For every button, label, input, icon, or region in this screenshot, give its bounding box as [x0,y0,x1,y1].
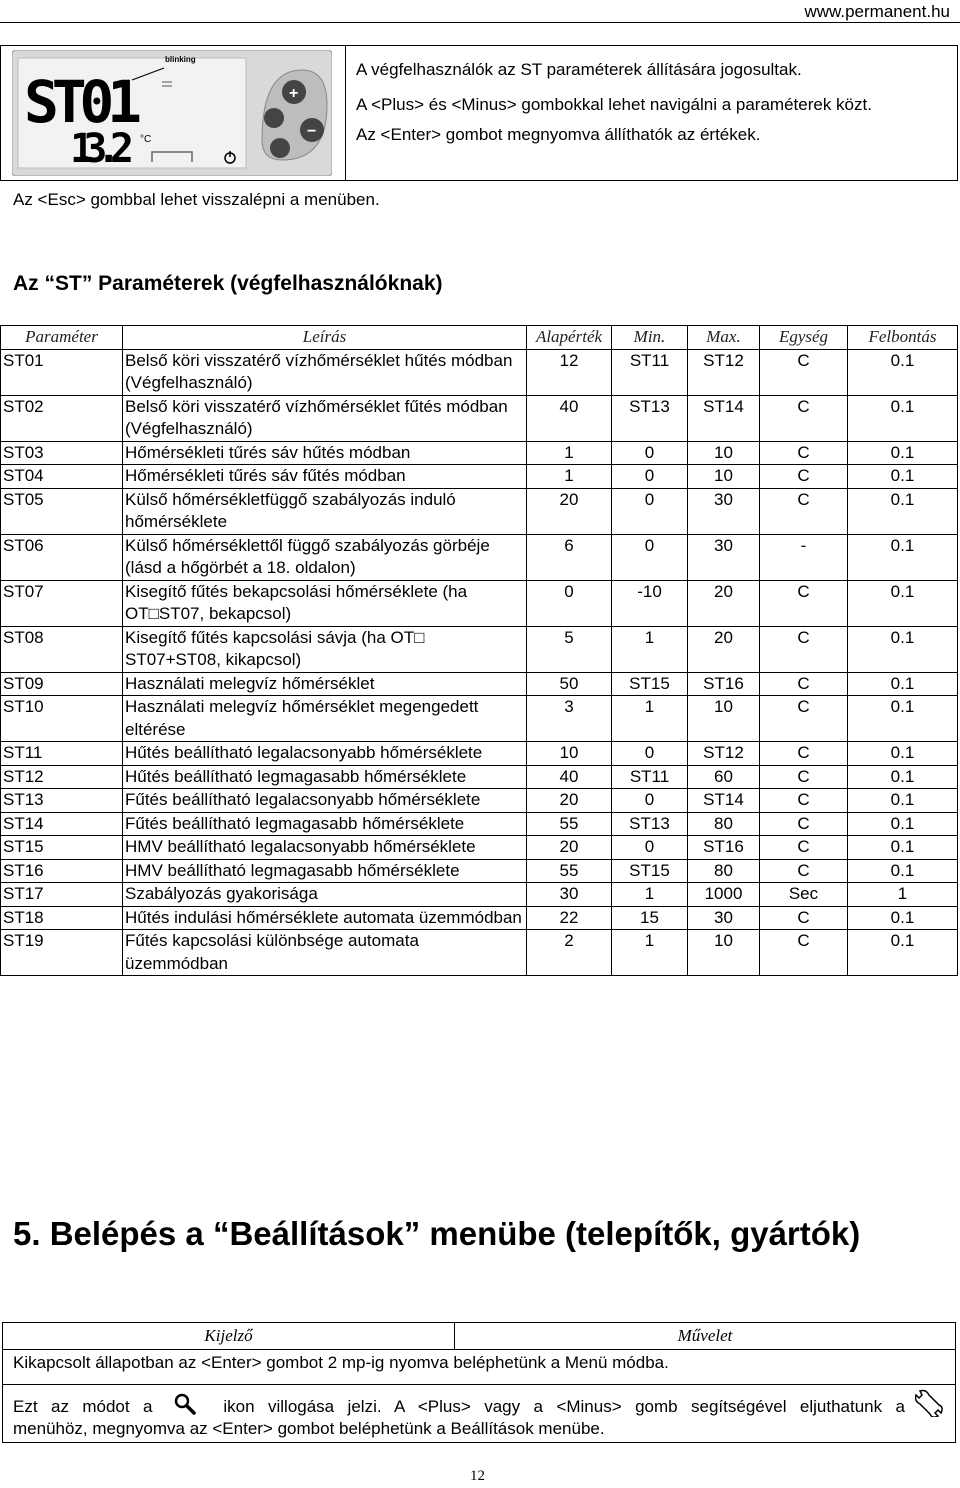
table-row [1,742,958,766]
param-code: ST10 [1,696,123,742]
table-row [1,906,958,930]
param-min: 0 [612,465,688,489]
param-code: ST06 [1,534,123,580]
table-row [1,696,958,742]
param-description: HMV beállítható legalacsonyabb hőmérséklete [123,836,527,860]
param-default: 12 [527,349,612,395]
param-min: 1 [612,930,688,976]
param-min: ST13 [612,812,688,836]
param-code: ST13 [1,789,123,813]
display-value-text: 13.2 [70,126,134,172]
param-min: ST11 [612,765,688,789]
param-code: ST14 [1,812,123,836]
param-min: ST15 [612,859,688,883]
param-description: Hűtés beállítható legmagasabb hőmérséklete [123,765,527,789]
param-default: 30 [527,883,612,907]
table-row [1,465,958,489]
svg-text:−: − [307,123,317,140]
param-resolution: 0.1 [848,672,958,696]
param-resolution: 0.1 [848,696,958,742]
table-row [1,488,958,534]
param-max: ST14 [688,789,760,813]
param-min: ST11 [612,349,688,395]
param-unit: - [760,534,848,580]
param-resolution: 0.1 [848,580,958,626]
param-default: 10 [527,742,612,766]
param-description: Használati melegvíz hőmérséklet [123,672,527,696]
param-min: 0 [612,534,688,580]
param-max: 30 [688,534,760,580]
param-default: 40 [527,395,612,441]
param-default: 20 [527,836,612,860]
table-row [1,349,958,395]
param-min: 15 [612,906,688,930]
param-code: ST18 [1,906,123,930]
param-min: 1 [612,883,688,907]
menu-table [2,1322,956,1443]
param-unit: C [760,812,848,836]
search-icon [174,1393,196,1415]
param-max: ST16 [688,836,760,860]
param-code: ST07 [1,580,123,626]
section-title: Az “ST” Paraméterek (végfelhasználóknak) [13,272,443,295]
param-code: ST17 [1,883,123,907]
intro-line-1: A végfelhasználók az ST paraméterek állítására jogosultak. [356,60,802,79]
param-unit: Sec [760,883,848,907]
param-unit: C [760,836,848,860]
param-max: 80 [688,859,760,883]
param-resolution: 0.1 [848,812,958,836]
param-code: ST04 [1,465,123,489]
param-unit: C [760,672,848,696]
param-description: Használati melegvíz hőmérséklet megengedett eltérése [123,696,527,742]
param-max: 20 [688,580,760,626]
param-max: 60 [688,765,760,789]
table-row [1,580,958,626]
param-min: 0 [612,441,688,465]
header-rule [0,22,960,23]
param-resolution: 0.1 [848,930,958,976]
param-description: Kisegítő fűtés kapcsolási sávja (ha OT□ ST07+ST08, kikapcsol) [123,626,527,672]
intro-line-2: A <Plus> és <Minus> gombokkal lehet navigálni a paraméterek közt. [356,95,872,114]
param-resolution: 1 [848,883,958,907]
param-default: 1 [527,465,612,489]
table-row [1,395,958,441]
menu-button [264,108,284,128]
menu-row-2-part-b: ikon villogása jelzi. A <Plus> vagy a <Minus> gomb segítségével eljuthatunk a [223,1397,905,1416]
controller-display-image [12,50,332,176]
param-unit: C [760,765,848,789]
header-max: Max. [688,326,760,350]
param-default: 20 [527,789,612,813]
param-max: 10 [688,441,760,465]
param-code: ST03 [1,441,123,465]
param-description: Külső hőmérsékletfüggő szabályozás induló hőmérséklete [123,488,527,534]
wrench-icon [915,1387,945,1417]
param-default: 2 [527,930,612,976]
param-max: 10 [688,930,760,976]
param-unit: C [760,441,848,465]
display-main-text: ST01 [24,68,142,136]
param-code: ST09 [1,672,123,696]
svg-text:+: + [289,85,299,102]
table-row [1,930,958,976]
header-default: Alapérték [527,326,612,350]
params-header-row [1,326,958,350]
param-max: 1000 [688,883,760,907]
param-default: 55 [527,859,612,883]
param-unit: C [760,906,848,930]
param-min: -10 [612,580,688,626]
param-default: 3 [527,696,612,742]
menu-row-2-part-a: Ezt az módot a [13,1397,153,1416]
param-max: ST12 [688,349,760,395]
param-default: 5 [527,626,612,672]
param-resolution: 0.1 [848,789,958,813]
param-max: ST12 [688,742,760,766]
param-min: ST15 [612,672,688,696]
param-description: Belső köri visszatérő vízhőmérséklet fűtés módban (Végfelhasználó) [123,395,527,441]
param-max: 30 [688,906,760,930]
param-description: HMV beállítható legmagasabb hőmérséklete [123,859,527,883]
param-description: Külső hőmérséklettől függő szabályozás görbéje (lásd a hőgörbét a 18. oldalon) [123,534,527,580]
param-resolution: 0.1 [848,488,958,534]
param-max: 20 [688,626,760,672]
param-min: 0 [612,488,688,534]
param-max: 30 [688,488,760,534]
param-unit: C [760,859,848,883]
param-resolution: 0.1 [848,626,958,672]
table-row [1,836,958,860]
param-resolution: 0.1 [848,441,958,465]
param-resolution: 0.1 [848,906,958,930]
param-description: Hűtés indulási hőmérséklete automata üzemmódban [123,906,527,930]
param-description: Szabályozás gyakorisága [123,883,527,907]
param-code: ST11 [1,742,123,766]
param-unit: C [760,580,848,626]
param-code: ST12 [1,765,123,789]
param-max: ST16 [688,672,760,696]
param-description: Kisegítő fűtés bekapcsolási hőmérséklete (ha OT□ST07, bekapcsol) [123,580,527,626]
param-description: Belső köri visszatérő vízhőmérséklet hűtés módban (Végfelhasználó) [123,349,527,395]
param-default: 6 [527,534,612,580]
param-unit: C [760,488,848,534]
table-row [1,789,958,813]
param-resolution: 0.1 [848,395,958,441]
header-url[interactable]: www.permanent.hu [804,2,950,21]
param-description: Fűtés beállítható legmagasabb hőmérséklete [123,812,527,836]
param-resolution: 0.1 [848,742,958,766]
param-min: 1 [612,696,688,742]
table-row [1,859,958,883]
page-number: 12 [470,1468,485,1484]
param-unit: C [760,395,848,441]
header-min: Min. [612,326,688,350]
param-unit: C [760,742,848,766]
param-default: 0 [527,580,612,626]
param-min: 0 [612,789,688,813]
intro-line-3: Az <Enter> gombot megnyomva állíthatók az értékek. [356,125,761,144]
param-max: 80 [688,812,760,836]
header-resolution: Felbontás [848,326,958,350]
table-row [1,441,958,465]
param-max: 10 [688,696,760,742]
param-default: 55 [527,812,612,836]
table-row [1,626,958,672]
header-display: Kijelző [3,1323,455,1350]
menu-row-2-part-c: menühöz, megnyomva az <Enter> gombot beléphetünk a Beállítások menübe. [13,1419,605,1438]
param-unit: C [760,696,848,742]
param-resolution: 0.1 [848,465,958,489]
param-max: 10 [688,465,760,489]
param-description: Hőmérsékleti tűrés sáv hűtés módban [123,441,527,465]
param-unit: C [760,626,848,672]
param-resolution: 0.1 [848,349,958,395]
table-row [1,883,958,907]
param-unit: C [760,465,848,489]
param-code: ST01 [1,349,123,395]
param-resolution: 0.1 [848,534,958,580]
param-default: 22 [527,906,612,930]
param-code: ST16 [1,859,123,883]
esc-instruction: Az <Esc> gombbal lehet visszalépni a menüben. [13,190,380,209]
chapter-title: 5. Belépés a “Beállítások” menübe (telepítők, gyártók) [13,1215,861,1252]
param-min: 1 [612,626,688,672]
param-description: Fűtés kapcsolási különbsége automata üzemmódban [123,930,527,976]
param-unit: C [760,930,848,976]
param-max: ST14 [688,395,760,441]
param-code: ST08 [1,626,123,672]
param-min: ST13 [612,395,688,441]
param-unit: C [760,349,848,395]
param-code: ST15 [1,836,123,860]
display-unit-text: °C [140,134,152,145]
param-default: 20 [527,488,612,534]
header-parameter: Paraméter [1,326,123,350]
param-min: 0 [612,836,688,860]
header-description: Leírás [123,326,527,350]
table-row [1,765,958,789]
blinking-label: blinking [165,55,196,64]
table-row [1,812,958,836]
param-description: Hűtés beállítható legalacsonyabb hőmérséklete [123,742,527,766]
param-default: 50 [527,672,612,696]
param-default: 1 [527,441,612,465]
param-description: Hőmérsékleti tűrés sáv fűtés módban [123,465,527,489]
table-row [1,534,958,580]
menu-row-1: Kikapcsolt állapotban az <Enter> gombot 2 mp-ig nyomva beléphetünk a Menü módba. [3,1350,956,1385]
param-resolution: 0.1 [848,859,958,883]
table-row [1,672,958,696]
param-unit: C [760,789,848,813]
header-unit: Egység [760,326,848,350]
header-action: Művelet [455,1323,956,1350]
param-resolution: 0.1 [848,836,958,860]
menu-row-2 [3,1385,956,1443]
esc-button [270,138,290,158]
param-description: Fűtés beállítható legalacsonyabb hőmérséklete [123,789,527,813]
param-resolution: 0.1 [848,765,958,789]
param-default: 40 [527,765,612,789]
param-code: ST19 [1,930,123,976]
param-code: ST02 [1,395,123,441]
param-code: ST05 [1,488,123,534]
params-table [0,325,958,976]
param-min: 0 [612,742,688,766]
